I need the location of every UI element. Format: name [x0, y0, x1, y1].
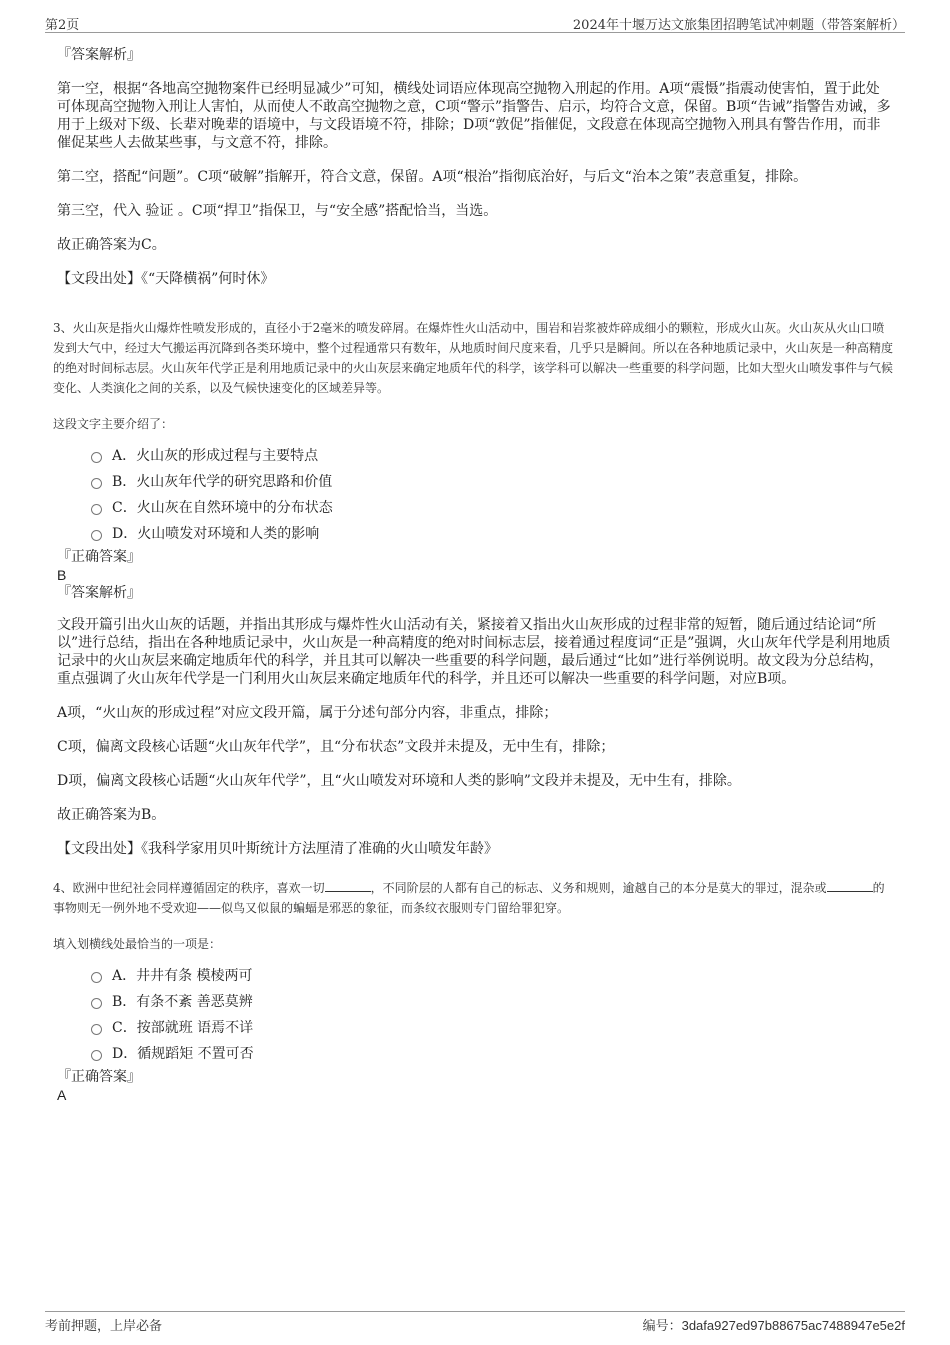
- document-serial: 编号：3dafa927ed97b88675ac7488947e5e2f: [642, 1318, 905, 1333]
- fill-blank-1: [325, 879, 371, 892]
- correct-answer-heading: 『正确答案』: [57, 1069, 141, 1085]
- correct-answer-heading: 『正确答案』: [57, 549, 141, 565]
- radio-button[interactable]: [91, 1050, 102, 1061]
- radio-button[interactable]: [91, 504, 102, 515]
- question-prompt: 这段文字主要介绍了：: [53, 417, 174, 431]
- analysis-paragraph-3: 第三空，代入 验证 。C项“捍卫”指保卫，与“安全感”搭配恰当，当选。: [57, 203, 498, 219]
- option-d[interactable]: [91, 1040, 893, 1066]
- option-c[interactable]: [91, 494, 893, 520]
- option-d[interactable]: [91, 520, 893, 546]
- analysis-conclusion: 故正确答案为C。: [57, 237, 166, 253]
- analysis-conclusion: 故正确答案为B。: [57, 807, 166, 823]
- analysis-heading: 『答案解析』: [57, 47, 141, 63]
- radio-button[interactable]: [91, 530, 102, 541]
- footer-slogan: 考前押题，上岸必备: [45, 1319, 163, 1334]
- analysis-paragraph-2: 第二空，搭配“问题”。C项“破解”指解开，符合文意，保留。A项“根治”指彻底治好，与后文“治本之策”表意重复，排除。: [57, 169, 808, 185]
- question-4: [53, 878, 893, 1104]
- stem-text: 的事物则无一例外地不受欢迎——似鸟又似鼠的蝙蝠是邪恶的象征，而条纹衣服则专门留给罪犯穿。: [53, 881, 885, 915]
- option-b[interactable]: [91, 988, 893, 1014]
- page-footer: [45, 1311, 905, 1334]
- page-number: 第2页: [45, 18, 80, 33]
- option-label: A．火山灰的形成过程与主要特点: [112, 448, 319, 464]
- option-label: A．井井有条 模棱两可: [112, 968, 253, 984]
- stem-text: ，不同阶层的人都有自己的标志、义务和规则，逾越自己的本分是莫大的罪过，混杂或: [370, 881, 827, 895]
- option-c-analysis: C项，偏离文段核心话题“火山灰年代学”，且“分布状态”文段并未提及，无中生有，排除；: [57, 739, 615, 755]
- question-prompt: 填入划横线处最恰当的一项是：: [53, 937, 222, 951]
- radio-button[interactable]: [91, 972, 102, 983]
- option-c[interactable]: [91, 1014, 893, 1040]
- radio-button[interactable]: [91, 452, 102, 463]
- question-stem: 3、火山灰是指火山爆炸性喷发形成的，直径小于2毫米的喷发碎屑。在爆炸性火山活动中，围岩和岩浆被炸碎成细小的颗粒，形成火山灰。火山灰从火山口喷发到大气中，经过大气搬运再沉降到各类环境中，整个过程通常只有数年，从地质时间尺度来看，几乎只是瞬间。所以在各种地质记录中，火山灰是一种高精度的绝对时间标志层。火山灰年代学正是利用地质记录中的火山灰层来确定地质年代的科学，该学科可以解决一些重要的科学问题，比如大型火山喷发事件与气候变化、人类演化之间的关系，以及气候快速变化的区域差异等。: [53, 321, 894, 395]
- correct-answer: B: [57, 567, 67, 583]
- radio-button[interactable]: [91, 1024, 102, 1035]
- question-3: [53, 318, 893, 858]
- fill-blank-2: [827, 879, 873, 892]
- option-label: D．循规蹈矩 不置可否: [112, 1046, 254, 1062]
- option-label: B．火山灰年代学的研究思路和价值: [112, 474, 333, 490]
- option-a[interactable]: [91, 442, 893, 468]
- page-content: [53, 46, 894, 1104]
- question-stem: [53, 878, 893, 918]
- stem-text: 4、欧洲中世纪社会同样遵循固定的秩序，喜欢一切: [53, 881, 325, 895]
- option-list: [91, 962, 893, 1066]
- option-d-analysis: D项，偏离文段核心话题“火山灰年代学”，且“火山喷发对环境和人类的影响”文段并未提及，无中生有，排除。: [57, 773, 741, 789]
- radio-button[interactable]: [91, 478, 102, 489]
- correct-answer: A: [57, 1087, 67, 1103]
- option-label: B．有条不紊 善恶莫辨: [112, 994, 253, 1010]
- source-note: 【文段出处】《我科学家用贝叶斯统计方法厘清了准确的火山喷发年龄》: [57, 841, 498, 857]
- analysis-paragraph: 文段开篇引出火山灰的话题，并指出其形成与爆炸性火山活动有关，紧接着又指出火山灰形成的过程非常的短暂，随后通过结论词“所以”进行总结，指出在各种地质记录中，火山灰是一种高精度的绝对时间标志层，接着通过程度词“正是”强调，火山灰年代学是利用地质记录中的火山灰层来确定地质年代的科学，并且其可以解决一些重要的科学问题，最后通过“比如”进行举例说明。故文段为分总结构，重点强调了火山灰年代学是一门利用火山灰层来确定地质年代的科学，并且还可以解决一些重要的科学问题，对应B项。: [57, 617, 891, 687]
- radio-button[interactable]: [91, 998, 102, 1009]
- page-header: [45, 12, 905, 33]
- analysis-paragraph-1: 第一空，根据“各地高空抛物案件已经明显减少”可知，横线处词语应体现高空抛物入刑起的作用。A项“震慑”指震动使害怕，置于此处可体现高空抛物入刑让人害怕，从而使人不敢高空抛物之意，C项“警示”指警告、启示，均符合文意，保留。B项“告诫”指警告劝诫，多用于上级对下级、长辈对晚辈的语境中，与文段语境不符，排除；D项“敦促”指催促，文段意在体现高空抛物入刑具有警告作用，而非催促某些人去做某些事，与文意不符，排除。: [57, 81, 891, 151]
- option-label: D．火山喷发对环境和人类的影响: [112, 526, 320, 542]
- option-list: [91, 442, 893, 546]
- option-a[interactable]: [91, 962, 893, 988]
- option-b[interactable]: [91, 468, 893, 494]
- document-title: 2024年十堰万达文旅集团招聘笔试冲刺题（带答案解析）: [572, 18, 905, 33]
- source-note: 【文段出处】《“天降横祸”何时休》: [57, 271, 275, 287]
- option-label: C．按部就班 语焉不详: [112, 1020, 254, 1036]
- option-label: C．火山灰在自然环境中的分布状态: [112, 500, 333, 516]
- option-a-analysis: A项，“火山灰的形成过程”对应文段开篇，属于分述句部分内容，非重点，排除；: [57, 705, 558, 721]
- analysis-heading: 『答案解析』: [57, 585, 141, 601]
